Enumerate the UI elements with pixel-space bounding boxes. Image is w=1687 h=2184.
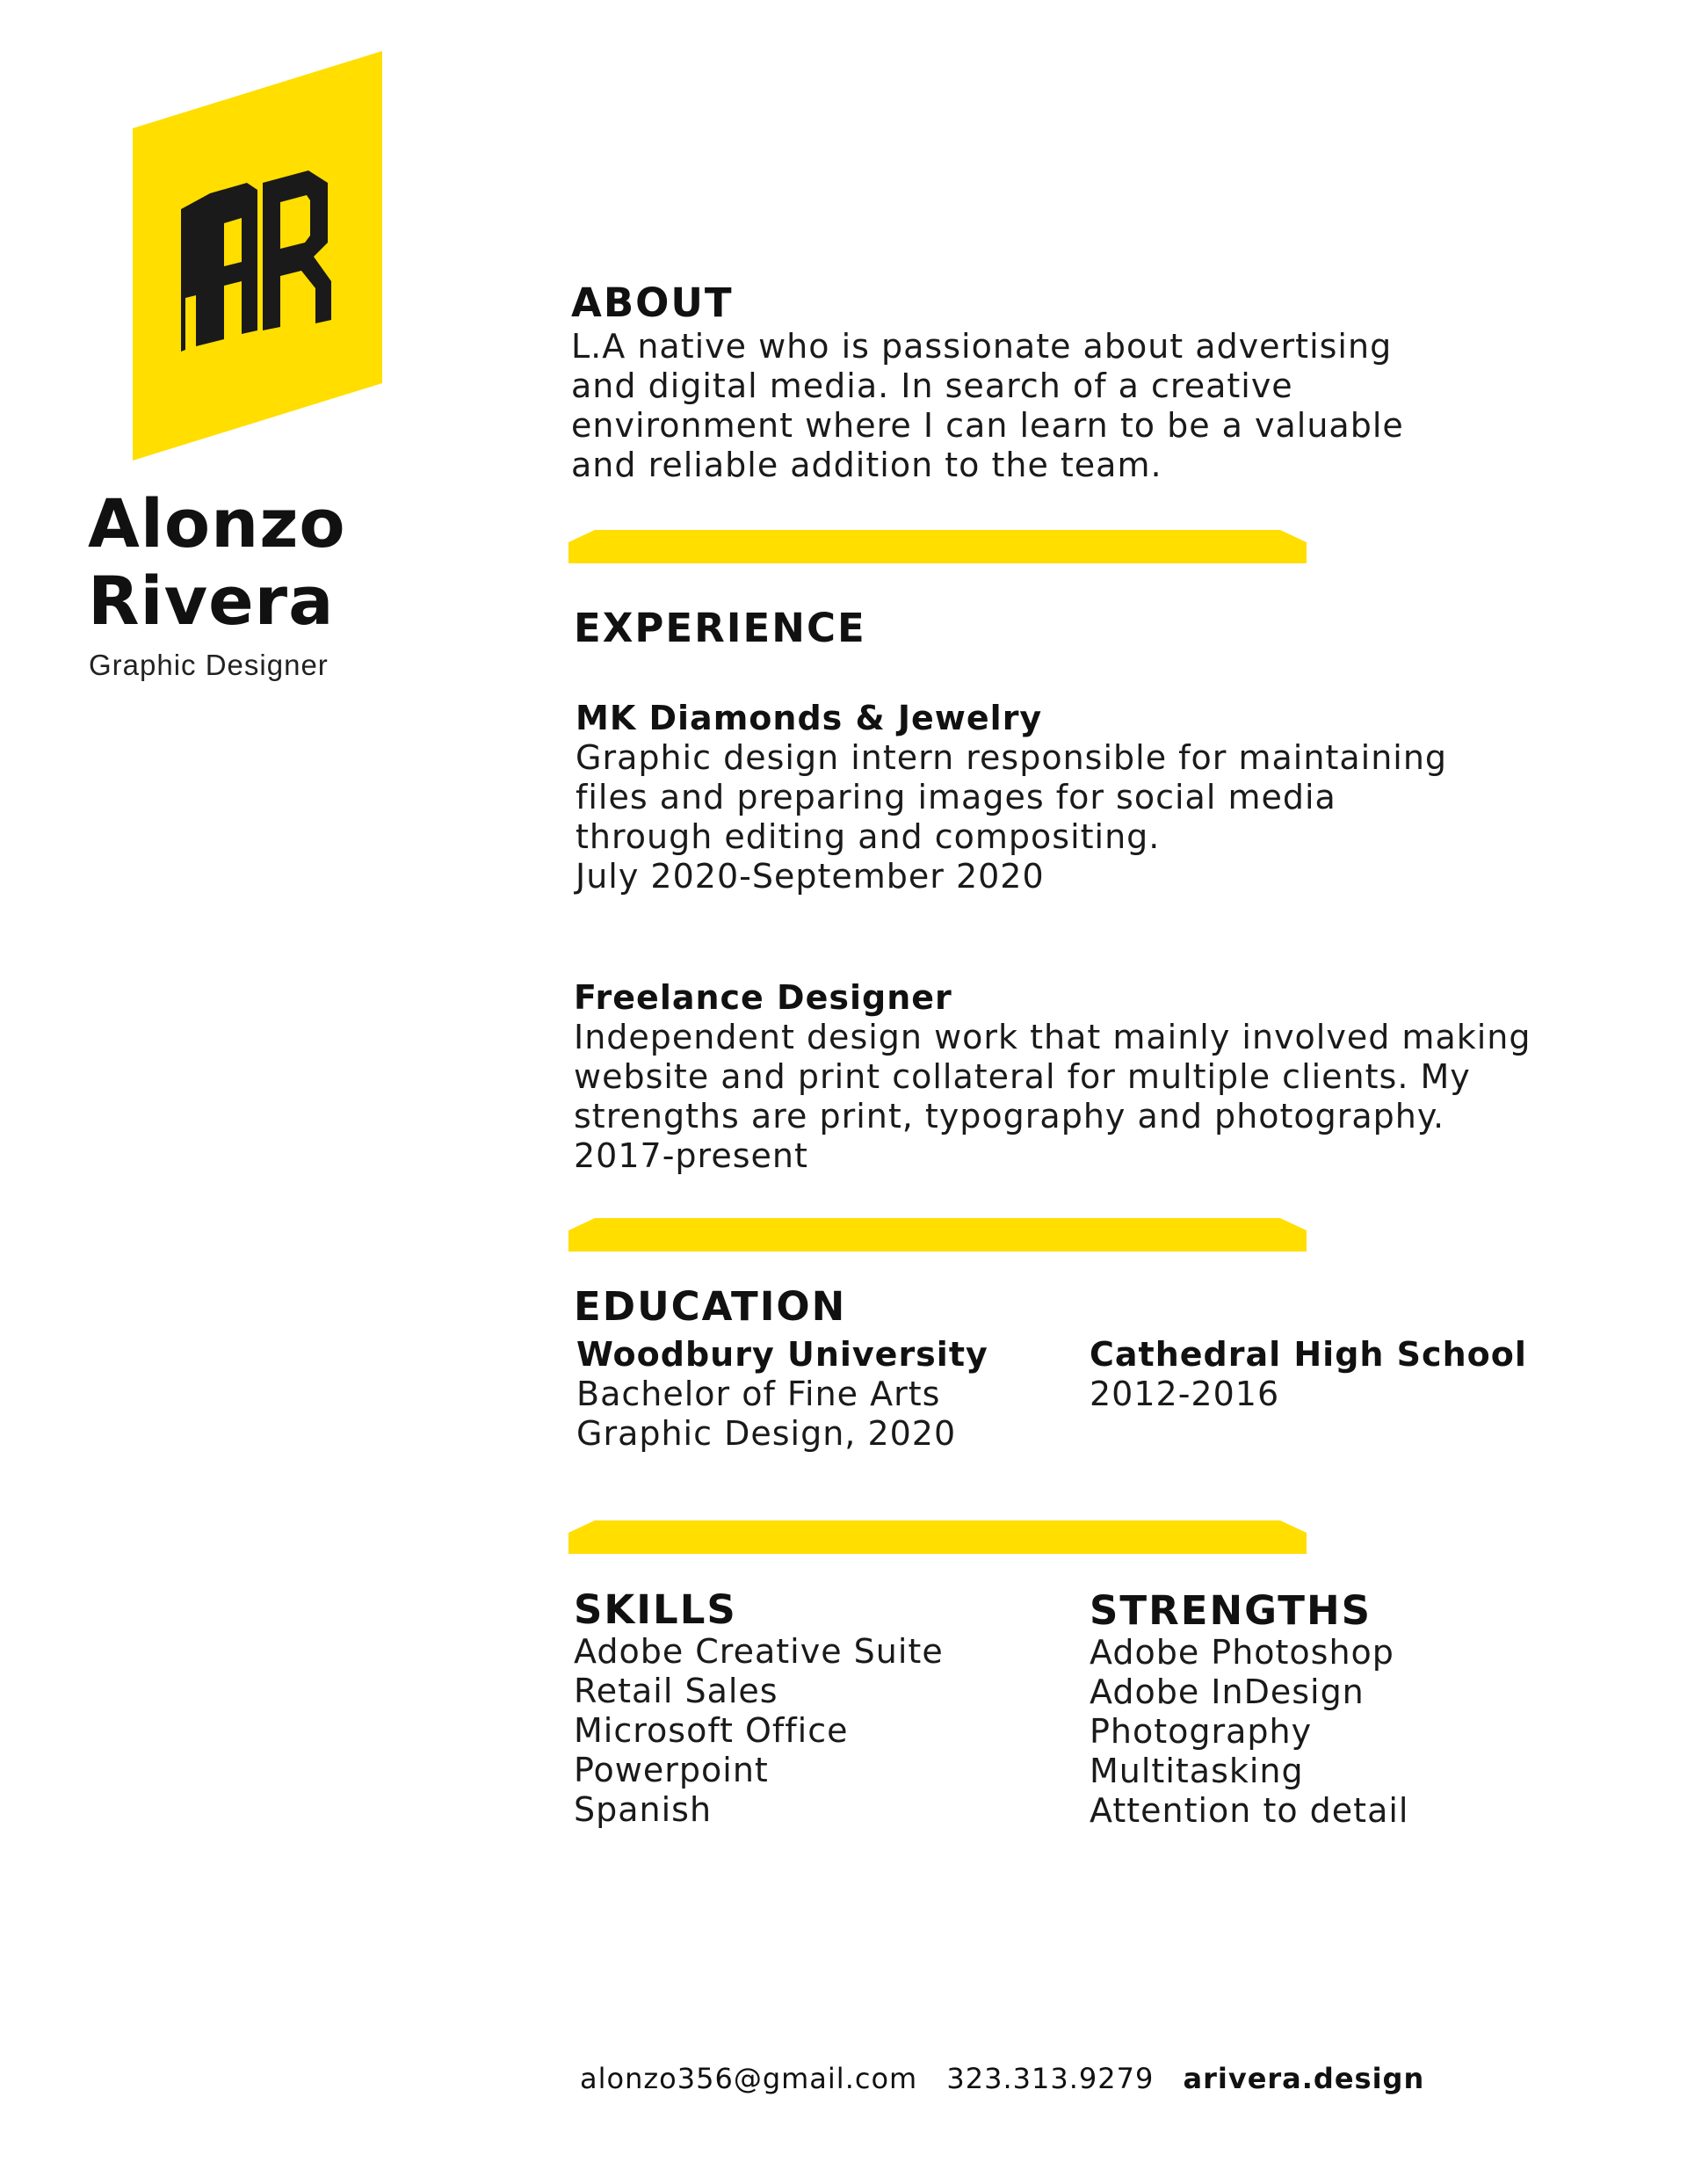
about-line: environment where I can learn to be a valuable xyxy=(571,406,1404,445)
divider-bar xyxy=(568,530,1307,563)
skill-item: Adobe Creative Suite xyxy=(574,1632,944,1671)
degree-line: Graphic Design, 2020 xyxy=(576,1414,957,1453)
contact-footer xyxy=(580,2062,1424,2095)
job-line: through editing and compositing. xyxy=(576,817,1161,856)
divider-bar xyxy=(568,1218,1307,1252)
skills-heading: SKILLS xyxy=(574,1586,737,1633)
strength-item: Attention to detail xyxy=(1090,1791,1409,1830)
email-link[interactable]: alonzo356@gmail.com xyxy=(580,2062,918,2095)
job-description-freelance xyxy=(574,1018,1531,1176)
job-line: website and print collateral for multiple clients. My xyxy=(574,1057,1471,1096)
school-cathedral: Cathedral High School xyxy=(1090,1335,1527,1374)
skills-list xyxy=(574,1632,944,1830)
job-line: Independent design work that mainly involved making xyxy=(574,1018,1531,1056)
phone-number[interactable]: 323.313.9279 xyxy=(946,2062,1155,2095)
about-line: and reliable addition to the team. xyxy=(571,446,1162,484)
website-link[interactable]: arivera.design xyxy=(1183,2062,1425,2095)
skill-item: Spanish xyxy=(574,1790,713,1829)
job-dates: 2017-present xyxy=(574,1136,808,1175)
skill-item: Retail Sales xyxy=(574,1672,778,1710)
job-description-mk-diamonds xyxy=(576,738,1447,896)
degree-line: Bachelor of Fine Arts xyxy=(576,1375,941,1413)
skill-item: Powerpoint xyxy=(574,1751,769,1789)
last-name: Rivera xyxy=(88,562,335,640)
name-block xyxy=(88,485,346,640)
divider-bar xyxy=(568,1520,1307,1554)
logo-letter-r-counter xyxy=(280,195,310,249)
job-title: Graphic Designer xyxy=(89,649,329,681)
job-title-freelance: Freelance Designer xyxy=(574,978,952,1017)
ar-logo xyxy=(133,51,382,461)
about-line: and digital media. In search of a creative xyxy=(571,366,1293,405)
strength-item: Multitasking xyxy=(1090,1752,1304,1790)
experience-heading: EXPERIENCE xyxy=(574,605,866,651)
job-line: files and preparing images for social media xyxy=(576,778,1336,816)
job-dates: July 2020-September 2020 xyxy=(576,857,1045,896)
ar-logo-graphic xyxy=(133,51,382,461)
strengths-heading: STRENGTHS xyxy=(1090,1587,1372,1634)
strength-item: Adobe InDesign xyxy=(1090,1672,1365,1711)
job-title-mk-diamonds: MK Diamonds & Jewelry xyxy=(576,699,1043,737)
strength-item: Photography xyxy=(1090,1712,1313,1751)
skill-item: Microsoft Office xyxy=(574,1711,849,1750)
school-cathedral-details xyxy=(1090,1375,1279,1414)
strength-item: Adobe Photoshop xyxy=(1090,1633,1394,1672)
about-heading: ABOUT xyxy=(571,279,734,326)
school-woodbury: Woodbury University xyxy=(576,1335,988,1374)
job-line: Graphic design intern responsible for maintaining xyxy=(576,738,1448,777)
about-line: L.A native who is passionate about advertising xyxy=(571,327,1393,366)
first-name: Alonzo xyxy=(88,484,346,562)
logo-letter-a-counter xyxy=(224,218,242,266)
job-line: strengths are print, typography and photography. xyxy=(574,1097,1445,1136)
education-heading: EDUCATION xyxy=(574,1283,847,1330)
school-dates: 2012-2016 xyxy=(1090,1375,1280,1413)
school-woodbury-details xyxy=(576,1375,956,1454)
strengths-list xyxy=(1090,1633,1409,1831)
about-text xyxy=(571,327,1404,485)
